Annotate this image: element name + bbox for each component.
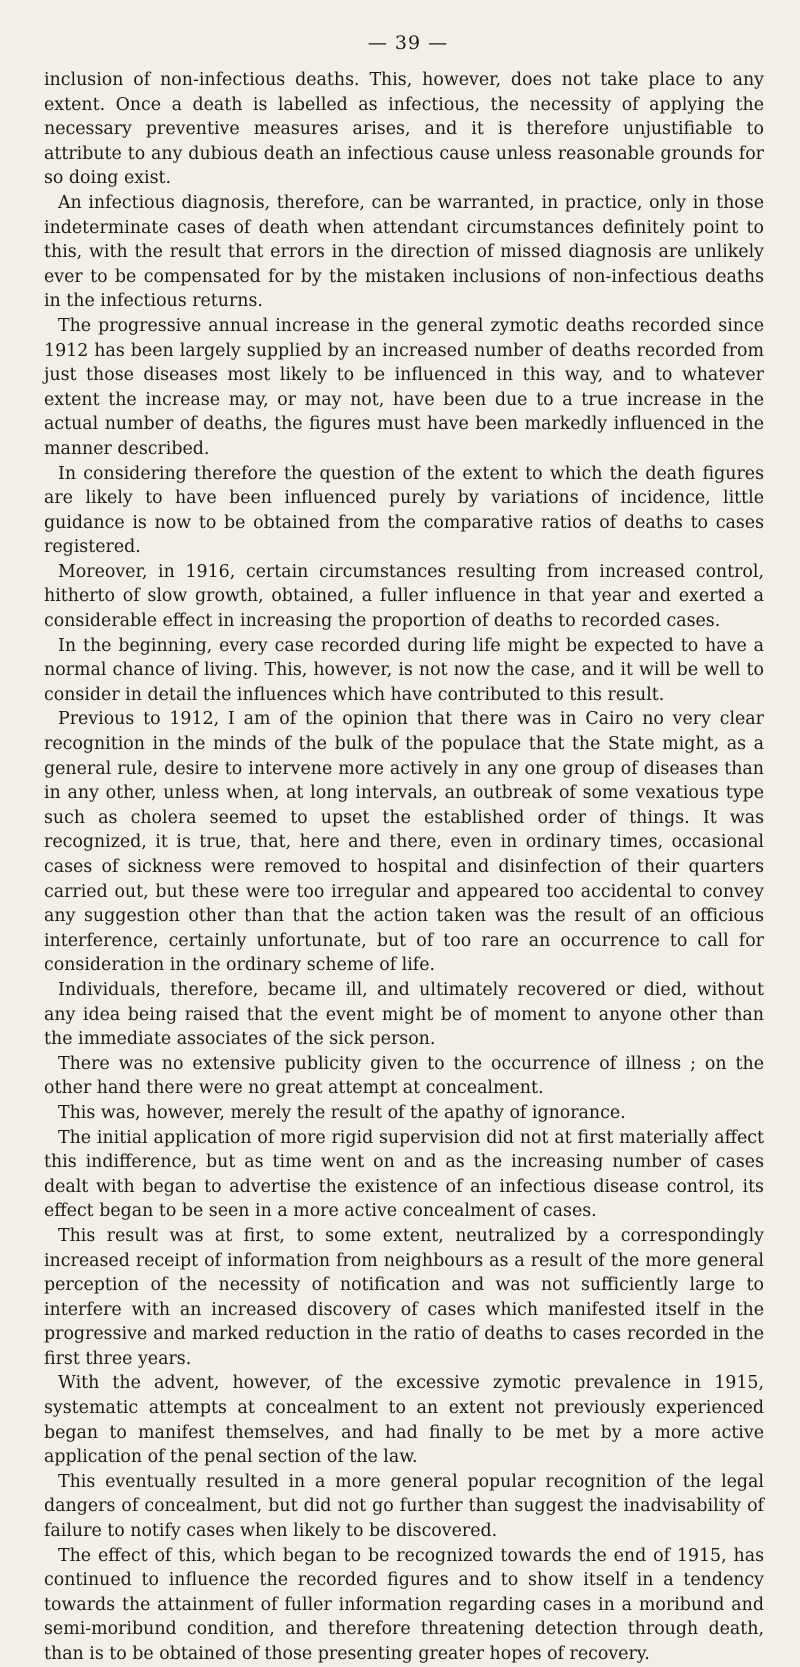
paragraph: With the advent, however, of the excessive zymotic prevalence in 1915, systematic attempts at concealment to an extent not previously experienced began to manifest themselves, and had finally to be met by a more active application of the penal section of the law.	[44, 1373, 764, 1468]
paragraph: This result was at first, to some extent, neutralized by a correspondingly increased receipt of information from neighbours as a result of the more general perception of the necessity of notification and was not sufficiently large to interfere with an increased discovery of cases which manifested itself in the progressive and marked reduction in the ratio of deaths to cases recorded in the first three years.	[44, 1225, 764, 1369]
paragraph: This eventually resulted in a more general popular recognition of the legal dangers of concealment, but did not go further than suggest the inadvisability of failure to notify cases when likely to be discovered.	[44, 1471, 764, 1542]
paragraph: The progressive annual increase in the general zymotic deaths recorded since 1912 has been largely supplied by an increased number of deaths recorded from just those diseases most likely to be influenced in this way, and to whatever extent the increase may, or may not, have been due to a true increase in the actual number of deaths, the figures must have been markedly influenced in the manner described.	[44, 315, 764, 459]
paragraph: Moreover, in 1916, certain circumstances resulting from increased control, hitherto of slow growth, obtained, a fuller influence in that year and exerted a considerable effect in increasing the proportion of deaths to recorded cases.	[44, 561, 764, 632]
paragraph: inclusion of non-infectious deaths. This, however, does not take place to any extent. Once a death is labelled as infectious, the necessity of applying the necessary preventive measures arises, and it is therefore unjustifiable to attribute to any dubious death an infectious cause unless reasonable grounds for so doing exist.	[44, 70, 764, 189]
page-number: — 39 —	[367, 32, 449, 54]
paragraph: This was, however, merely the result of the apathy of ignorance.	[58, 1102, 626, 1123]
paragraph: In the beginning, every case recorded during life might be expected to have a normal chance of living. This, however, is not now the case, and it will be well to consider in detail the influences which have contributed to this result.	[44, 635, 764, 705]
paragraph: An infectious diagnosis, therefore, can be warranted, in practice, only in those indeterminate cases of death when attendant circumstances definitely point to this, with the result that errors in the direction of missed diagnosis are unlikely ever to be compensated for by the mistaken inclusions of non-infectious deaths in the infectious returns.	[44, 192, 764, 312]
paragraph: In considering therefore the question of the extent to which the death figures are likely to have been influenced purely by variations of incidence, little guidance is now to be obtained from the comparative ratios of deaths to cases registered.	[44, 463, 764, 558]
paragraph: Individuals, therefore, became ill, and ultimately recovered or died, without any idea being raised that the event might be of moment to anyone other than the immediate associates of the sick person.	[44, 979, 764, 1050]
body-text	[44, 68, 764, 1667]
paragraph: The effect of this, which began to be recognized towards the end of 1915, has continued to influence the recorded figures and to show itself in a tendency towards the attainment of fuller information regarding cases in a moribund and semi-moribund condition, and therefore threatening detection through death, than is to be obtained of those presenting greater hopes of recovery.	[44, 1545, 764, 1664]
paragraph: The initial application of more rigid supervision did not at first materially affect this indifference, but as time went on and as the increasing number of cases dealt with began to advertise the existence of an infectious disease control, its effect began to be seen in a more active concealment of cases.	[44, 1127, 764, 1222]
paragraph: Previous to 1912, I am of the opinion that there was in Cairo no very clear recognition in the minds of the bulk of the populace that the State might, as a general rule, desire to intervene more actively in any one group of diseases than in any other, unless when, at long intervals, an outbreak of some vexatious type such as cholera seemed to upset the established order of things. It was recognized, it is true, that, here and there, even in ordinary times, occasional cases of sickness were removed to hospital and disinfection of their quarters carried out, but these were too irregular and appeared too accidental to convey any suggestion other than that the action taken was the result of an officious interference, certainly unfortunate, but of too rare an occurrence to call for consideration in the ordinary scheme of life.	[44, 709, 764, 976]
paragraph: There was no extensive publicity given to the occurrence of illness ; on the other hand there were no great attempt at concealment.	[44, 1053, 764, 1099]
